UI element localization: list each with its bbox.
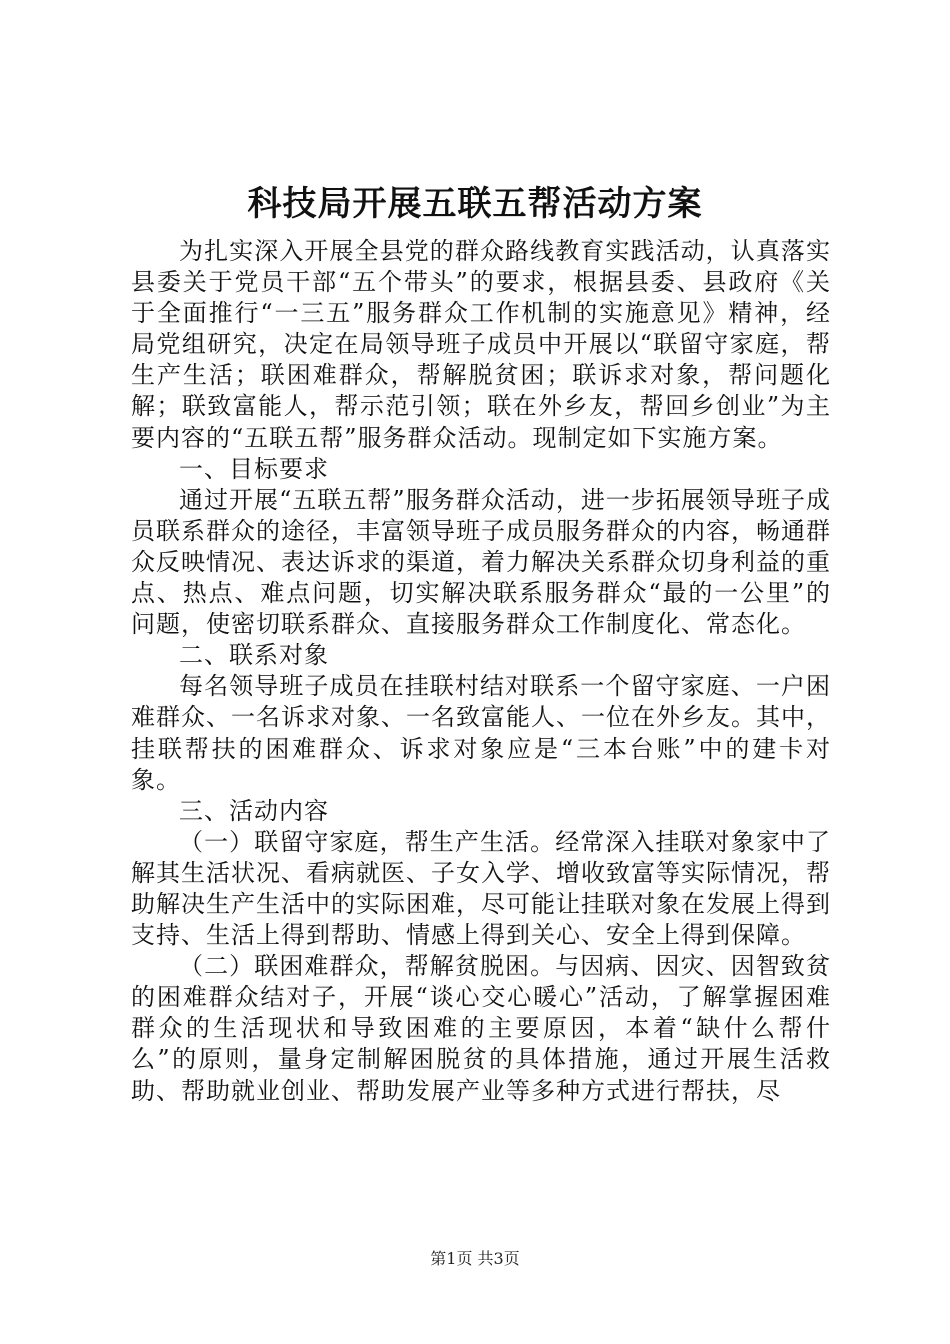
document-body <box>131 236 831 1107</box>
page-number: 第1页 共3页 <box>430 1249 520 1268</box>
contacts-paragraph: 每名领导班子成员在挂联村结对联系一个留守家庭、一户困难群众、一名诉求对象、一名致富能人、一位在外乡友。其中，挂联帮扶的困难群众、诉求对象应是“三本台账”中的建卡对象。 <box>131 672 831 794</box>
activity-item-2: （二）联困难群众，帮解贫脱困。与因病、因灾、因智致贫的困难群众结对子，开展“谈心交心暖心”活动，了解掌握困难群众的生活现状和导致困难的主要原因，本着“缺什么帮什么”的原则，量身定制解困脱贫的具体措施，通过开展生活救助、帮助就业创业、帮助发展产业等多种方式进行帮扶，尽 <box>131 952 831 1105</box>
intro-paragraph: 为扎实深入开展全县党的群众路线教育实践活动，认真落实县委关于党员干部“五个带头”的要求，根据县委、县政府《关于全面推行“一三五”服务群众工作机制的实施意见》精神，经局党组研究，决定在局领导班子成员中开展以“联留守家庭，帮生产生活；联困难群众，帮解脱贫困；联诉求对象，帮问题化解；联致富能人，帮示范引领；联在外乡友，帮回乡创业”为主要内容的“五联五帮”服务群众活动。现制定如下实施方案。 <box>131 237 831 452</box>
section-heading-contacts: 二、联系对象 <box>179 641 329 670</box>
section-heading-goals: 一、目标要求 <box>179 454 329 483</box>
goals-paragraph: 通过开展“五联五帮”服务群众活动，进一步拓展领导班子成员联系群众的途径，丰富领导班子成员服务群众的内容，畅通群众反映情况、表达诉求的渠道，着力解决关系群众切身利益的重点、热点、难点问题，切实解决联系服务群众“最的一公里”的问题，使密切联系群众、直接服务群众工作制度化、常态化。 <box>131 485 831 639</box>
document-title: 科技局开展五联五帮活动方案 <box>247 184 703 224</box>
section-heading-activities: 三、活动内容 <box>179 796 329 825</box>
activity-item-1: （一）联留守家庭，帮生产生活。经常深入挂联对象家中了解其生活状况、看病就医、子女入学、增收致富等实际情况，帮助解决生产生活中的实际困难，尽可能让挂联对象在发展上得到支持、生活上得到帮助、情感上得到关心、安全上得到保障。 <box>131 827 831 950</box>
